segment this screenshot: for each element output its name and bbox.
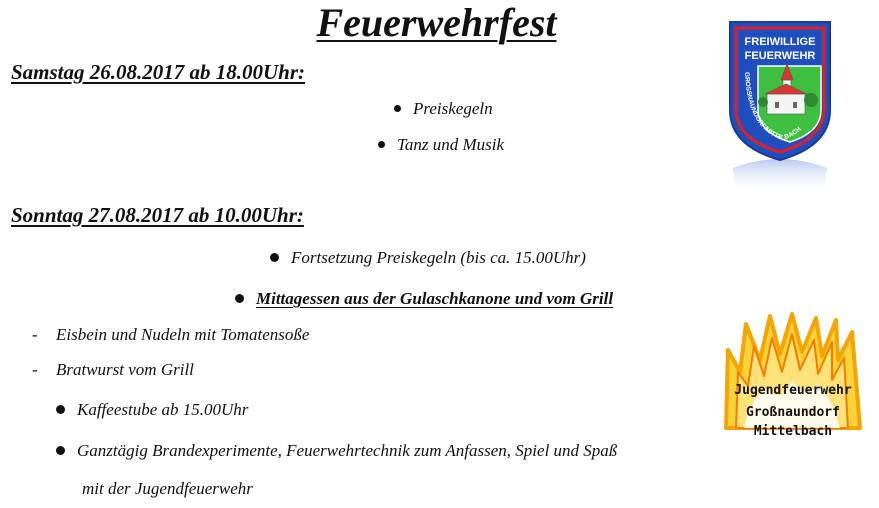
youth-fire-brigade-flame-icon — [722, 310, 862, 440]
sunday-item-kaffeestube: Kaffeestube ab 15.00Uhr — [56, 400, 248, 420]
dash-marker: - — [32, 325, 38, 344]
sunday-item-brandexperimente-line2: mit der Jugendfeuerwehr — [82, 479, 253, 498]
saturday-item-preiskegeln: Preiskegeln — [394, 99, 493, 119]
sunday-item-mittagessen: Mittagessen aus der Gulaschkanone und vom Grill — [235, 289, 613, 309]
dash-item-bratwurst: - Bratwurst vom Grill — [32, 360, 194, 379]
saturday-item-tanz: Tanz und Musik — [378, 135, 504, 155]
youth-logo-line3: Mittelbach — [753, 424, 833, 439]
emblem-ring-text: GROSSNAUNDORF/MITTELBACH — [742, 71, 803, 143]
emblem-line2: FEUERWEHR — [744, 50, 816, 62]
fire-brigade-emblem-icon — [725, 18, 835, 196]
sunday-item-preiskegeln: Fortsetzung Preiskegeln (bis ca. 15.00Uhr) — [270, 248, 586, 268]
youth-logo-line2: Großnaundorf — [746, 405, 840, 420]
bullet-icon — [270, 253, 279, 262]
sunday-heading: Sonntag 27.08.2017 ab 10.00Uhr: — [11, 203, 304, 227]
dash-marker: - — [32, 360, 38, 379]
bullet-icon — [56, 405, 65, 414]
bullet-icon — [56, 446, 65, 455]
bullet-icon — [378, 141, 385, 148]
bullet-icon — [235, 294, 244, 303]
saturday-heading: Samstag 26.08.2017 ab 18.00Uhr: — [11, 60, 306, 84]
bullet-icon — [394, 105, 401, 112]
emblem-line1: FREIWILLIGE — [744, 36, 816, 48]
sunday-item-brandexperimente: Ganztägig Brandexperimente, Feuerwehrtechnik zum Anfassen, Spiel und Spaß — [56, 441, 617, 461]
dash-item-eisbein: - Eisbein und Nudeln mit Tomatensoße — [32, 325, 310, 344]
youth-logo-line1: Jugendfeuerwehr — [734, 383, 852, 398]
page-title: Feuerwehrfest — [316, 0, 557, 45]
